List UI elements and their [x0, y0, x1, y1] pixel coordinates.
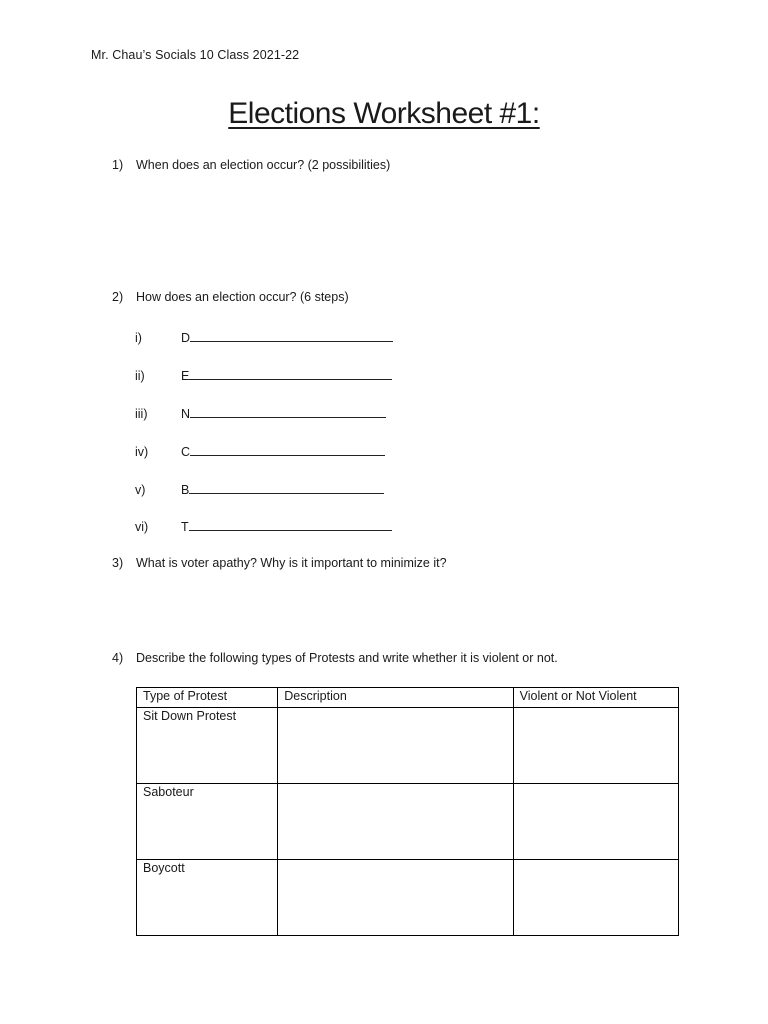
question-2 — [112, 290, 349, 304]
question-text: Describe the following types of Protests and write whether it is violent or not. — [136, 651, 558, 665]
step-letter: D — [181, 331, 191, 345]
step-numeral: v) — [135, 483, 146, 497]
column-header-violent: Violent or Not Violent — [513, 688, 678, 708]
step-item — [135, 367, 392, 383]
protest-table — [136, 687, 679, 936]
question-text: When does an election occur? (2 possibilities) — [136, 158, 391, 172]
answer-blank[interactable] — [190, 443, 385, 456]
question-number: 2) — [112, 290, 124, 304]
description-cell[interactable] — [278, 784, 513, 860]
step-item — [135, 518, 392, 534]
violent-cell[interactable] — [513, 784, 678, 860]
answer-blank[interactable] — [189, 367, 392, 380]
course-header: Mr. Chau’s Socials 10 Class 2021-22 — [91, 48, 300, 62]
question-number: 1) — [112, 158, 124, 172]
step-letter: E — [181, 369, 190, 383]
description-cell[interactable] — [278, 708, 513, 784]
step-numeral: iv) — [135, 445, 149, 459]
step-letter: C — [181, 445, 191, 459]
step-letter: N — [181, 407, 191, 421]
description-cell[interactable] — [278, 860, 513, 936]
step-item — [135, 405, 386, 421]
question-3 — [112, 556, 447, 570]
answer-blank[interactable] — [189, 481, 384, 494]
table-header-row — [137, 688, 679, 708]
violent-cell[interactable] — [513, 708, 678, 784]
step-numeral: iii) — [135, 407, 148, 421]
step-letter: B — [181, 483, 190, 497]
table-row — [137, 860, 679, 936]
page-title: Elections Worksheet #1: — [228, 97, 540, 130]
question-1 — [112, 158, 390, 172]
question-number: 4) — [112, 651, 124, 665]
step-item — [135, 329, 393, 345]
column-header-description: Description — [278, 688, 513, 708]
violent-cell[interactable] — [513, 860, 678, 936]
question-number: 3) — [112, 556, 124, 570]
question-text: How does an election occur? (6 steps) — [136, 290, 349, 304]
step-item — [135, 481, 384, 497]
step-numeral: i) — [135, 331, 142, 345]
answer-blank[interactable] — [190, 329, 393, 342]
step-item — [135, 443, 385, 459]
step-numeral: ii) — [135, 369, 145, 383]
answer-blank[interactable] — [190, 405, 386, 418]
protest-type-cell: Sit Down Protest — [137, 708, 278, 784]
table-row — [137, 784, 679, 860]
question-text: What is voter apathy? Why is it important to minimize it? — [136, 556, 447, 570]
step-letter: T — [181, 520, 189, 534]
step-numeral: vi) — [135, 520, 149, 534]
answer-blank[interactable] — [189, 518, 392, 531]
table-row — [137, 708, 679, 784]
protest-type-cell: Saboteur — [137, 784, 278, 860]
question-4 — [112, 651, 558, 665]
column-header-type: Type of Protest — [137, 688, 278, 708]
protest-type-cell: Boycott — [137, 860, 278, 936]
